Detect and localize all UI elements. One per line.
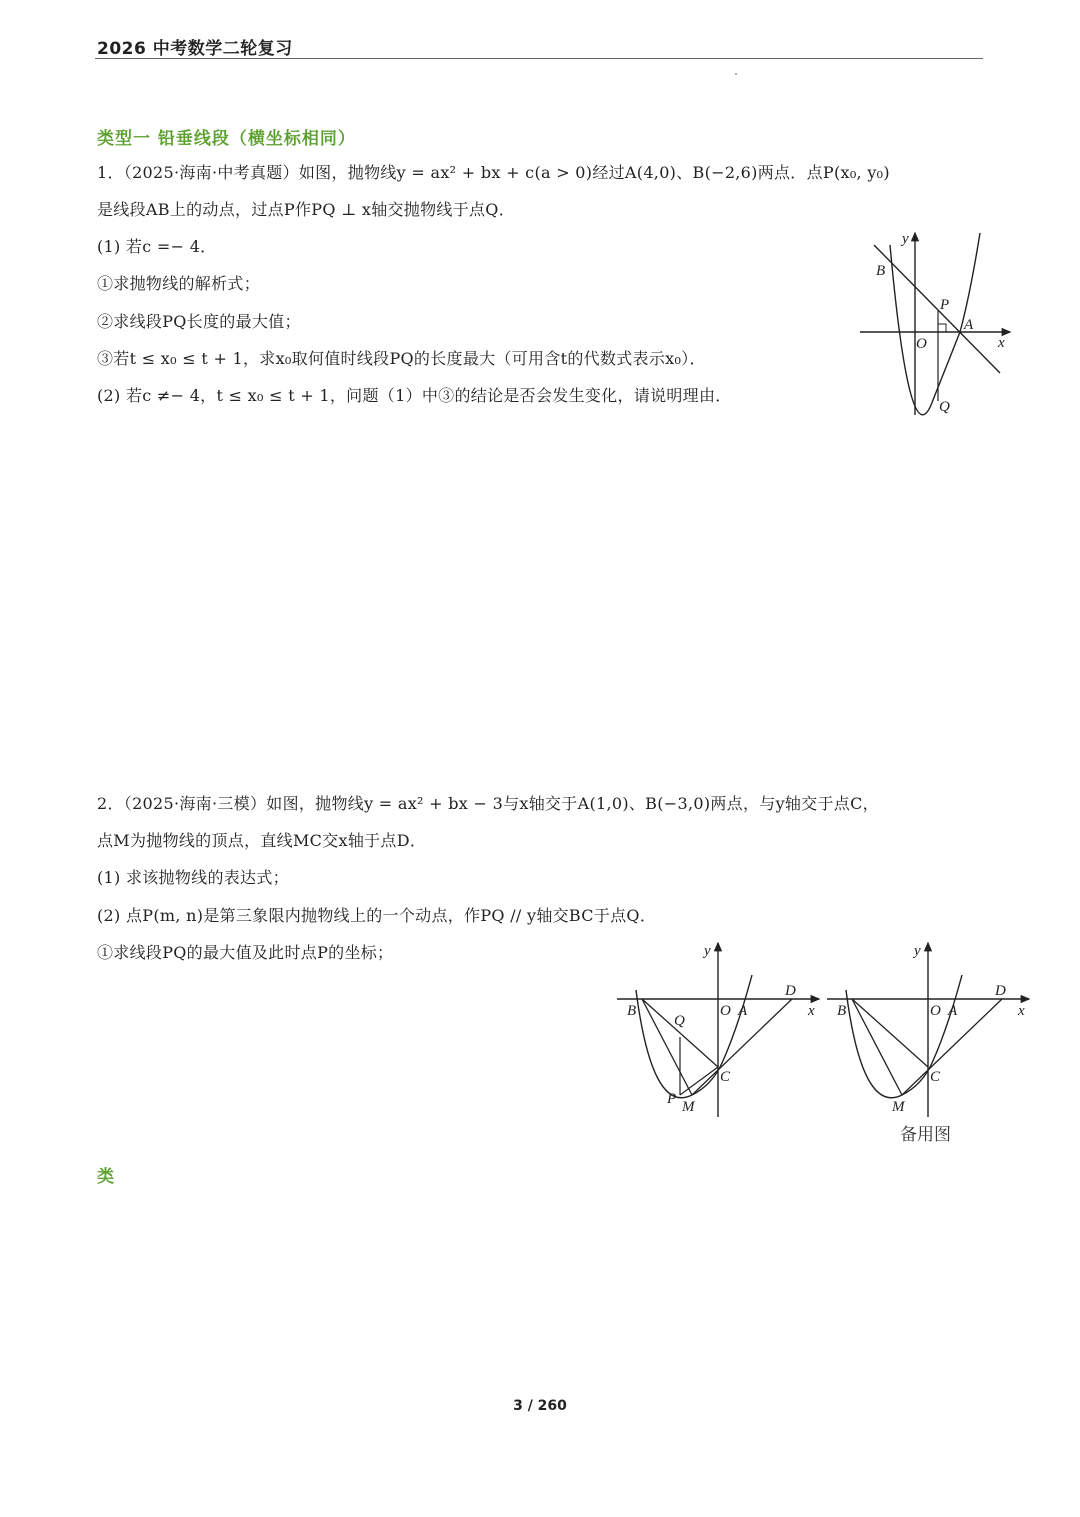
label-x: x [998, 335, 1005, 351]
problem2-figure-main [612, 935, 827, 1120]
label-x: x [808, 1003, 815, 1019]
label-m: M [682, 1099, 695, 1115]
label-o: O [720, 1003, 731, 1019]
label-a: A [738, 1003, 748, 1019]
problem2-figure-backup [822, 935, 1037, 1120]
label-q: Q [939, 399, 950, 415]
next-section-heading: 类 [97, 1167, 114, 1187]
label-c: C [930, 1069, 941, 1085]
label-a: A [948, 1003, 958, 1019]
problem1-sub2: ②求线段PQ长度的最大值； [97, 312, 301, 331]
label-b: B [876, 263, 886, 279]
problem1-part2: (2) 若c ≠− 4，t ≤ x₀ ≤ t + 1，问题（1）中③的结论是否会发生变化，请说明理由． [97, 386, 732, 405]
problem1-statement-line1: 1．（2025·海南·中考真题）如图，抛物线y = ax² + bx + c(a > 0)经过A(4,0)、B(−2,6)两点．点P(x₀, y₀) [97, 163, 890, 182]
header-divider [95, 58, 983, 59]
page-number: 3 / 260 [513, 1398, 567, 1414]
problem2-part1: (1) 求该抛物线的表达式； [97, 868, 289, 887]
label-d: D [995, 983, 1006, 999]
problem2-statement-line1: 2．（2025·海南·三模）如图，抛物线y = ax² + bx − 3与x轴交于A(1,0)、B(−3,0)两点，与y轴交于点C， [97, 794, 879, 813]
scan-speck [735, 73, 737, 75]
problem1-sub3: ③若t ≤ x₀ ≤ t + 1，求x₀取何值时线段PQ的长度最大（可用含t的代数式表示x₀）． [97, 349, 706, 368]
label-b: B [627, 1003, 637, 1019]
label-y: y [914, 943, 921, 959]
label-p: P [940, 297, 950, 313]
label-x: x [1018, 1003, 1025, 1019]
problem1-sub1: ①求抛物线的解析式； [97, 274, 261, 293]
label-d: D [785, 983, 796, 999]
label-y: y [704, 943, 711, 959]
right-angle-mark [938, 324, 946, 332]
problem1-part1: (1) 若c =− 4． [97, 237, 217, 256]
problem2-part2: (2) 点P(m, n)是第三象限内抛物线上的一个动点，作PQ // y轴交BC于点Q． [97, 906, 657, 925]
line-bm [852, 999, 902, 1095]
backup-figure-caption: 备用图 [900, 1125, 951, 1145]
label-y: y [902, 231, 909, 247]
label-c: C [720, 1069, 731, 1085]
parabola [846, 975, 962, 1098]
label-b: B [837, 1003, 847, 1019]
problem2-sub1: ①求线段PQ的最大值及此时点P的坐标； [97, 943, 394, 962]
label-o: O [916, 336, 927, 352]
line-ab [874, 245, 1000, 373]
problem1-statement-line2: 是线段AB上的动点，过点P作PQ ⊥ x轴交抛物线于点Q． [97, 200, 516, 219]
label-a: A [964, 317, 974, 333]
section-heading: 类型一 铅垂线段（横坐标相同） [97, 129, 356, 149]
label-q: Q [674, 1013, 685, 1029]
page-header-title: 2026 中考数学二轮复习 [97, 39, 293, 59]
parabola [636, 975, 752, 1098]
line-bc [852, 999, 928, 1067]
label-p: P [667, 1091, 677, 1107]
problem1-figure [860, 225, 1020, 425]
label-o: O [930, 1003, 941, 1019]
problem2-statement-line2: 点M为抛物线的顶点，直线MC交x轴于点D． [97, 831, 427, 850]
label-m: M [892, 1099, 905, 1115]
